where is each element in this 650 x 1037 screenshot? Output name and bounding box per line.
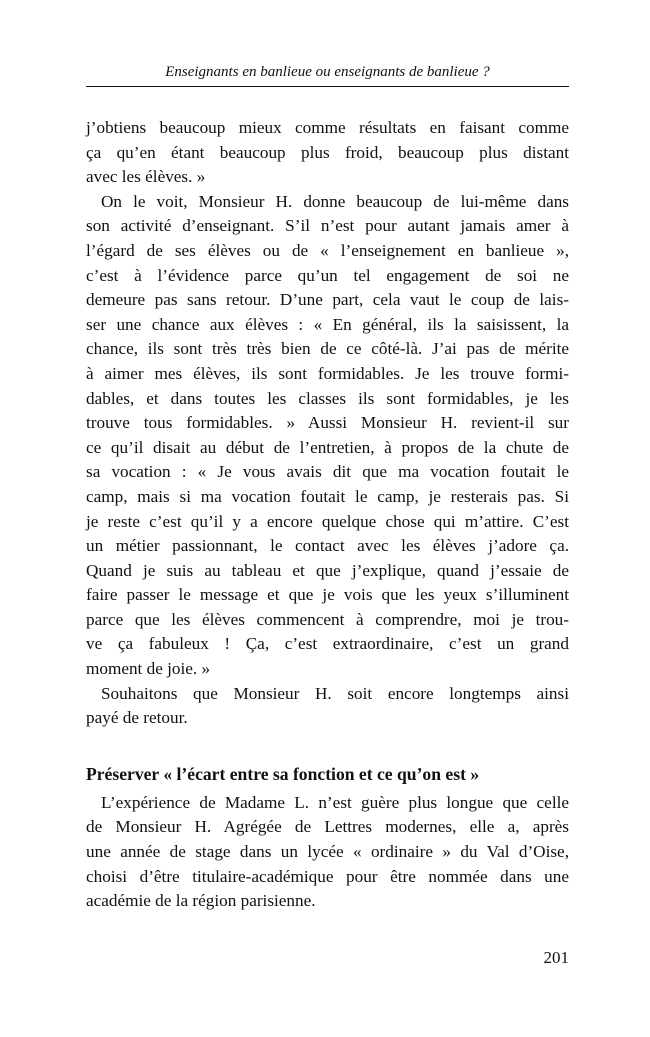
text-line: je reste c’est qu’il y a encore quelque chose qui m’attire. C’est	[86, 511, 569, 531]
page-number: 201	[543, 948, 569, 967]
paragraph-3	[86, 682, 569, 731]
text-line: son activité d’enseignant. S’il n’est pour autant jamais amer à	[86, 216, 569, 236]
text-line: choisi d’être titulaire-académique pour être nommée dans une	[86, 866, 569, 886]
text-line: L’expérience de Madame L. n’est guère plus longue que celle	[101, 792, 569, 812]
text-line: l’égard de ses élèves ou de « l’enseignement en banlieue »,	[86, 240, 569, 260]
text-line: ve ça fabuleux ! Ça, c’est extraordinaire, c’est un grand	[86, 634, 569, 654]
running-head: Enseignants en banlieue ou enseignants de banlieue ?	[165, 64, 490, 80]
text-line: ça qu’en étant beaucoup plus froid, beaucoup plus distant	[86, 142, 569, 162]
text-line: parce que les élèves commencent à comprendre, moi je trou-	[86, 609, 569, 629]
paragraph-2	[86, 190, 569, 682]
text-line: moment de joie. »	[86, 659, 211, 679]
text-line: On le voit, Monsieur H. donne beaucoup de lui-même dans	[101, 191, 569, 211]
text-line: une année de stage dans un lycée « ordinaire » du Val d’Oise,	[86, 842, 569, 862]
text-line: sa vocation : « Je vous avais dit que ma vocation foutait le	[86, 462, 569, 482]
text-line: de Monsieur H. Agrégée de Lettres modernes, elle a, après	[86, 817, 569, 837]
text-line: camp, mais si ma vocation foutait le camp, je resterais pas. Si	[86, 486, 569, 506]
text-line: ce qu’il disait au début de l’entretien, à propos de la chute de	[86, 437, 569, 457]
text-line: payé de retour.	[86, 708, 188, 728]
section-paragraph	[86, 791, 569, 914]
text-line: un métier passionnant, le contact avec les élèves j’adore ça.	[86, 536, 569, 556]
text-line: dables, et dans toutes les classes ils sont formidables, je les	[86, 388, 569, 408]
text-line: faire passer le message et que je vois que les yeux s’illuminent	[86, 585, 569, 605]
paragraph-1	[86, 116, 569, 190]
text-line: académie de la région parisienne.	[86, 891, 316, 911]
text-line: j’obtiens beaucoup mieux comme résultats en faisant comme	[86, 118, 569, 137]
body-text	[86, 116, 569, 914]
text-line: ser une chance aux élèves : « En général, ils la saisissent, la	[86, 314, 569, 334]
text-line: avec les élèves. »	[86, 167, 206, 187]
text-line: c’est à l’évidence parce qu’un tel engagement de soi ne	[86, 265, 569, 285]
header-rule	[86, 86, 569, 87]
text-line: Souhaitons que Monsieur H. soit encore longtemps ainsi	[101, 683, 569, 703]
section-heading: Préserver « l’écart entre sa fonction et ce qu’on est »	[86, 763, 480, 784]
text-line: Quand je suis au tableau et que j’explique, quand j’essaie de	[86, 560, 569, 580]
text-line: demeure pas sans retour. D’une part, cela vaut le coup de lais-	[86, 290, 569, 310]
text-line: trouve tous formidables. » Aussi Monsieur H. revient-il sur	[86, 413, 569, 433]
text-line: à aimer mes élèves, ils sont formidables. Je les trouve formi-	[86, 363, 569, 383]
text-line: chance, ils sont très très bien de ce côté-là. J’ai pas de mérite	[86, 339, 569, 359]
